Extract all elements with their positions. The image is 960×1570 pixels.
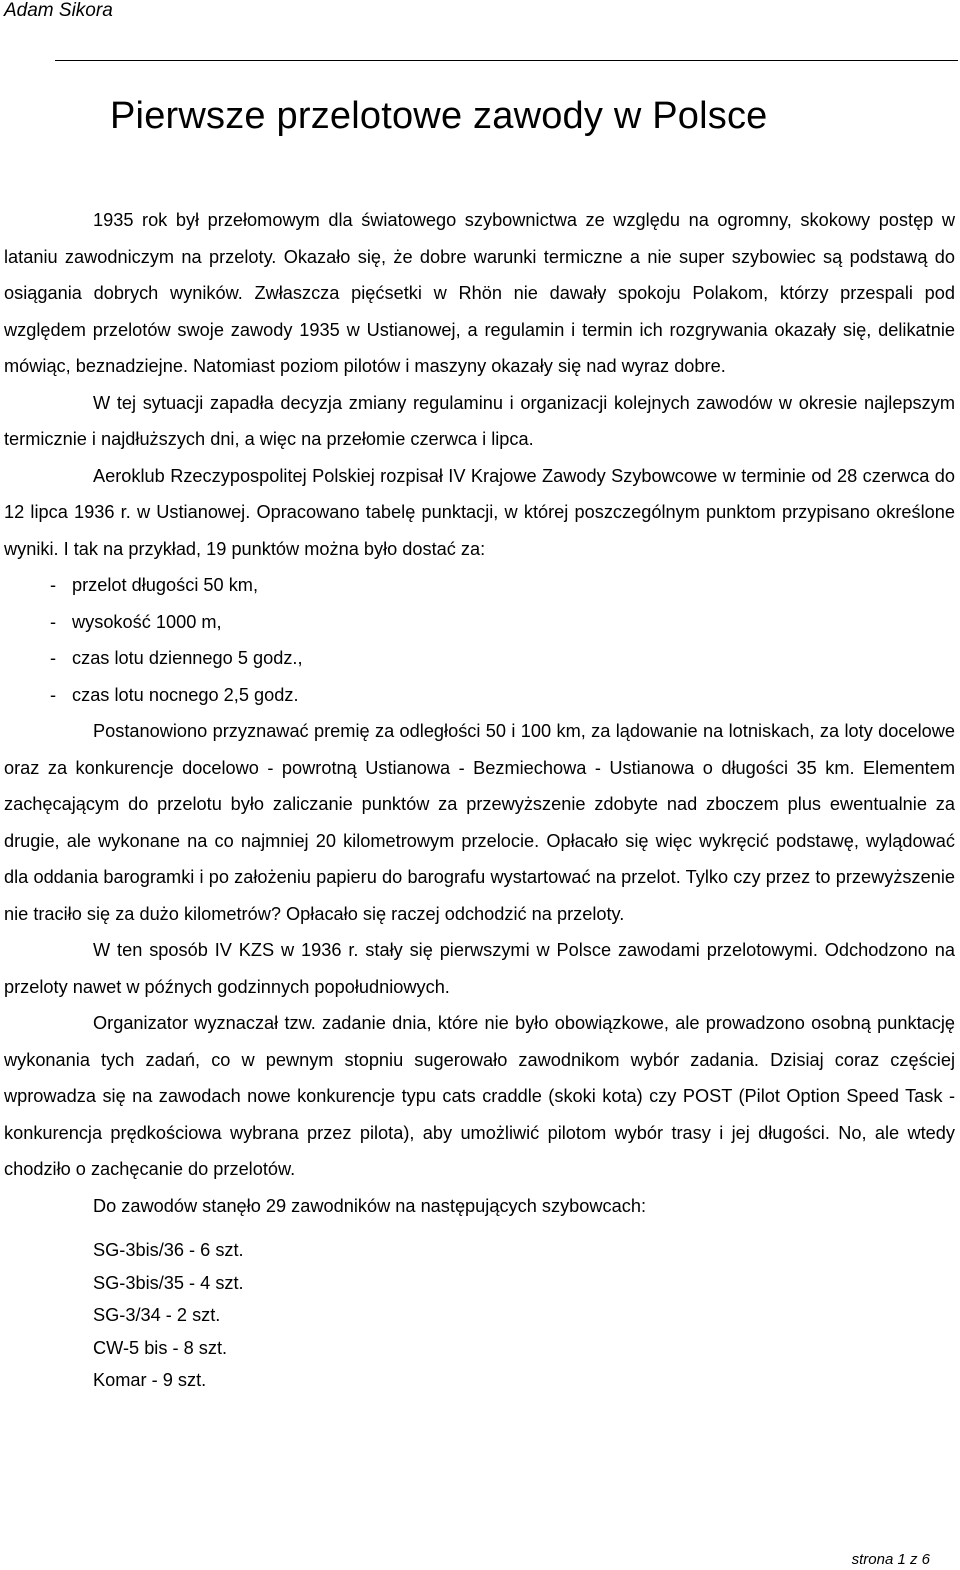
glider-item: Komar - 9 szt. bbox=[93, 1370, 207, 1390]
list-item bbox=[50, 677, 955, 714]
dash-bullet: - bbox=[50, 575, 57, 595]
list-item bbox=[50, 567, 955, 604]
glider-item: SG-3/34 - 2 szt. bbox=[93, 1305, 221, 1325]
list-item-text: przelot długości 50 km, bbox=[72, 575, 259, 595]
criteria-list bbox=[4, 567, 955, 713]
list-item-text: czas lotu dziennego 5 godz., bbox=[72, 648, 303, 668]
page-number: strona 1 z 6 bbox=[851, 1551, 930, 1568]
dash-bullet: - bbox=[50, 684, 57, 705]
dash-bullet: - bbox=[50, 611, 57, 632]
paragraph-gliders-intro: Do zawodów stanęło 29 zawodników na następujących szybowcach: bbox=[93, 1195, 647, 1216]
article-body bbox=[4, 202, 955, 1397]
paragraph-premiums: Postanowiono przyznawać premię za odległości 50 i 100 km, za lądowanie na lotniskach, za loty docelowe oraz za konkurencje docelowo - powrotną Ustianowa - Bezmiechowa - Ustianowa o długości 35 km. Elementem zachęcającym do przelotu było zaliczanie punktów za przewyższenie zdobyte nad zboczem plus ewentualnie za drugie, ale wykonane na co najmniej 20 kilometrowym przelocie. Opłacało się więc wykręcić podstawę, wylądować dla oddania barogramki i po założeniu papieru do barografu wystartować na przelot. Tylko czy przez to przewyższenie nie traciło się za dużo kilometrów? Opłacało się raczej odchodzić na przeloty. bbox=[4, 721, 955, 924]
glider-item: CW-5 bis - 8 szt. bbox=[93, 1337, 228, 1358]
glider-item: SG-3bis/36 - 6 szt. bbox=[93, 1240, 244, 1260]
list-item-text: wysokość 1000 m, bbox=[72, 611, 222, 632]
header-rule bbox=[55, 60, 958, 61]
paragraph-task-of-day: Organizator wyznaczał tzw. zadanie dnia, które nie było obowiązkowe, ale prowadzono osobną punktację wykonania tych zadań, co w pewnym stopniu sugerowało zawodnikom wybór zadania. Dzisiaj coraz częściej wprowadza się na zawodach nowe konkurencje typu cats craddle (skoki kota) czy POST (Pilot Option Speed Task - konkurencja prędkościowa wybrana przez pilota), aby umożliwić pilotom wybór trasy i jej długości. No, ale wtedy chodziło o zachęcanie do przelotów. bbox=[4, 1013, 955, 1179]
paragraph-intro: 1935 rok był przełomowym dla światowego szybownictwa ze względu na ogromny, skokowy postęp w lataniu zawodniczym na przeloty. Okazało się, że dobre warunki termiczne a nie super szybowiec są podstawą do osiągania dobrych wyników. Zwłaszcza pięćsetki w Rhön nie dawały spokoju Polakom, którzy przespali pod względem przelotów swoje zawody 1935 w Ustianowej, a regulamin i termin ich rozgrywania okazały się, delikatnie mówiąc, beznadziejne. Natomiast poziom pilotów i maszyny okazały się nad wyraz dobre. bbox=[4, 210, 955, 376]
list-item bbox=[50, 604, 955, 641]
paragraph-first-cross-country: W ten sposób IV KZS w 1936 r. stały się pierwszymi w Polsce zawodami przelotowymi. Odchodzono na przeloty nawet w późnych godzinnych popołudniowych. bbox=[4, 940, 955, 997]
list-item bbox=[50, 640, 955, 677]
paragraph-decision: W tej sytuacji zapadła decyzja zmiany regulaminu i organizacji kolejnych zawodów w okresie najlepszym termicznie i najdłuższych dni, a więc na przełomie czerwca i lipca. bbox=[4, 392, 955, 449]
dash-bullet: - bbox=[50, 648, 57, 668]
glider-list bbox=[4, 1234, 955, 1397]
glider-item: SG-3bis/35 - 4 szt. bbox=[93, 1272, 244, 1293]
author-name: Adam Sikora bbox=[4, 0, 113, 21]
paragraph-aeroklub: Aeroklub Rzeczypospolitej Polskiej rozpisał IV Krajowe Zawody Szybowcowe w terminie od 28 czerwca do 12 lipca 1936 r. w Ustianowej. Opracowano tabelę punktacji, w której poszczególnym punktom przypisano określone wyniki. I tak na przykład, 19 punktów można było dostać za: bbox=[4, 465, 955, 559]
list-item-text: czas lotu nocnego 2,5 godz. bbox=[72, 684, 299, 705]
page-title: Pierwsze przelotowe zawody w Polsce bbox=[110, 95, 768, 137]
